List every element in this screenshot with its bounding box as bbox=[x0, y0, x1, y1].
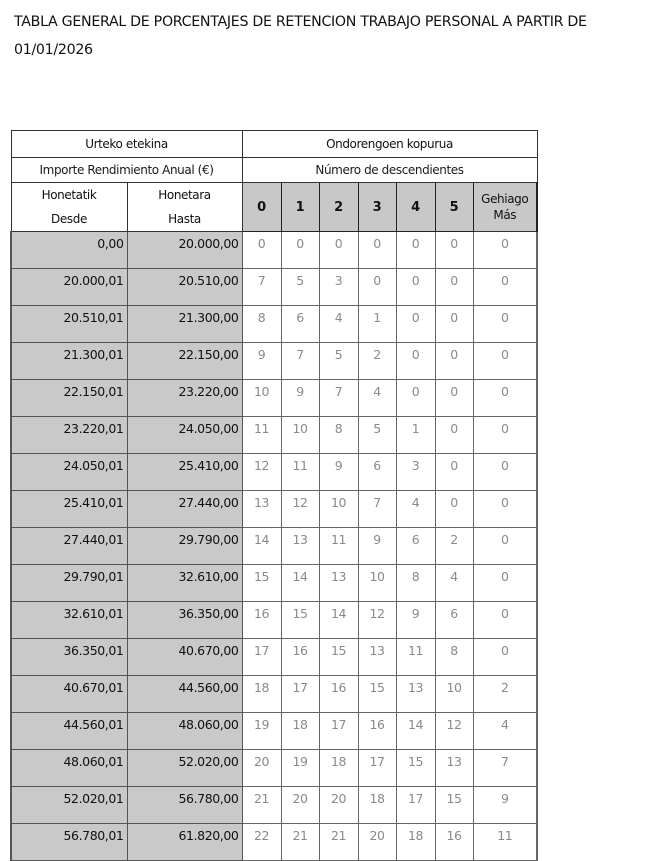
pct-descendants-more: 0 bbox=[473, 417, 537, 454]
pct-descendants-more: 11 bbox=[473, 824, 537, 861]
pct-descendants-5: 4 bbox=[435, 565, 473, 602]
pct-descendants-2: 13 bbox=[319, 565, 358, 602]
pct-descendants-5: 0 bbox=[435, 417, 473, 454]
range-from: 20.510,01 bbox=[11, 306, 127, 343]
pct-descendants-0: 10 bbox=[242, 380, 281, 417]
pct-descendants-5: 0 bbox=[435, 454, 473, 491]
pct-descendants-0: 0 bbox=[242, 232, 281, 269]
table-row bbox=[11, 306, 537, 343]
pct-descendants-1: 16 bbox=[281, 639, 319, 676]
pct-descendants-2: 21 bbox=[319, 824, 358, 861]
pct-descendants-0: 19 bbox=[242, 713, 281, 750]
table-row bbox=[11, 343, 537, 380]
range-to: 52.020,00 bbox=[127, 750, 242, 787]
pct-descendants-4: 4 bbox=[396, 491, 435, 528]
pct-descendants-2: 4 bbox=[319, 306, 358, 343]
pct-descendants-2: 9 bbox=[319, 454, 358, 491]
range-to: 25.410,00 bbox=[127, 454, 242, 491]
pct-descendants-more: 9 bbox=[473, 787, 537, 824]
pct-descendants-3: 4 bbox=[358, 380, 396, 417]
to-header bbox=[127, 183, 242, 232]
table-row bbox=[11, 824, 537, 861]
pct-descendants-3: 2 bbox=[358, 343, 396, 380]
range-to: 20.510,00 bbox=[127, 269, 242, 306]
descendants-col-0: 0 bbox=[242, 183, 281, 232]
descendants-col-5: 5 bbox=[435, 183, 473, 232]
pct-descendants-more: 0 bbox=[473, 528, 537, 565]
pct-descendants-4: 18 bbox=[396, 824, 435, 861]
pct-descendants-4: 1 bbox=[396, 417, 435, 454]
pct-descendants-2: 17 bbox=[319, 713, 358, 750]
table-row bbox=[11, 528, 537, 565]
pct-descendants-2: 0 bbox=[319, 232, 358, 269]
pct-descendants-3: 13 bbox=[358, 639, 396, 676]
descendants-col-4: 4 bbox=[396, 183, 435, 232]
pct-descendants-3: 16 bbox=[358, 713, 396, 750]
pct-descendants-3: 20 bbox=[358, 824, 396, 861]
pct-descendants-1: 21 bbox=[281, 824, 319, 861]
pct-descendants-2: 8 bbox=[319, 417, 358, 454]
more-header-es: Más bbox=[493, 208, 517, 222]
pct-descendants-0: 17 bbox=[242, 639, 281, 676]
from-header-es: Desde bbox=[51, 212, 87, 226]
range-from: 23.220,01 bbox=[11, 417, 127, 454]
pct-descendants-4: 14 bbox=[396, 713, 435, 750]
pct-descendants-3: 0 bbox=[358, 232, 396, 269]
pct-descendants-4: 9 bbox=[396, 602, 435, 639]
table-row bbox=[11, 417, 537, 454]
range-from: 29.790,01 bbox=[11, 565, 127, 602]
range-from: 20.000,01 bbox=[11, 269, 127, 306]
pct-descendants-2: 18 bbox=[319, 750, 358, 787]
table-row bbox=[11, 491, 537, 528]
pct-descendants-0: 18 bbox=[242, 676, 281, 713]
pct-descendants-2: 5 bbox=[319, 343, 358, 380]
pct-descendants-0: 16 bbox=[242, 602, 281, 639]
pct-descendants-0: 12 bbox=[242, 454, 281, 491]
pct-descendants-2: 10 bbox=[319, 491, 358, 528]
pct-descendants-1: 7 bbox=[281, 343, 319, 380]
pct-descendants-0: 15 bbox=[242, 565, 281, 602]
table-row bbox=[11, 269, 537, 306]
range-from: 36.350,01 bbox=[11, 639, 127, 676]
pct-descendants-3: 12 bbox=[358, 602, 396, 639]
range-from: 24.050,01 bbox=[11, 454, 127, 491]
range-from: 22.150,01 bbox=[11, 380, 127, 417]
pct-descendants-1: 9 bbox=[281, 380, 319, 417]
range-to: 23.220,00 bbox=[127, 380, 242, 417]
pct-descendants-0: 22 bbox=[242, 824, 281, 861]
descendants-col-2: 2 bbox=[319, 183, 358, 232]
range-from: 21.300,01 bbox=[11, 343, 127, 380]
pct-descendants-more: 0 bbox=[473, 602, 537, 639]
descendants-col-3: 3 bbox=[358, 183, 396, 232]
pct-descendants-0: 21 bbox=[242, 787, 281, 824]
pct-descendants-5: 0 bbox=[435, 380, 473, 417]
pct-descendants-3: 6 bbox=[358, 454, 396, 491]
table-row bbox=[11, 565, 537, 602]
range-from: 44.560,01 bbox=[11, 713, 127, 750]
pct-descendants-4: 6 bbox=[396, 528, 435, 565]
pct-descendants-1: 20 bbox=[281, 787, 319, 824]
pct-descendants-2: 14 bbox=[319, 602, 358, 639]
pct-descendants-more: 2 bbox=[473, 676, 537, 713]
pct-descendants-3: 0 bbox=[358, 269, 396, 306]
pct-descendants-3: 7 bbox=[358, 491, 396, 528]
pct-descendants-5: 0 bbox=[435, 269, 473, 306]
to-header-eu: Honetara bbox=[158, 188, 211, 202]
table-body bbox=[11, 232, 537, 861]
range-to: 56.780,00 bbox=[127, 787, 242, 824]
pct-descendants-1: 0 bbox=[281, 232, 319, 269]
pct-descendants-0: 11 bbox=[242, 417, 281, 454]
range-to: 48.060,00 bbox=[127, 713, 242, 750]
pct-descendants-more: 0 bbox=[473, 232, 537, 269]
pct-descendants-more: 0 bbox=[473, 491, 537, 528]
pct-descendants-2: 7 bbox=[319, 380, 358, 417]
pct-descendants-0: 7 bbox=[242, 269, 281, 306]
range-to: 20.000,00 bbox=[127, 232, 242, 269]
table-row bbox=[11, 380, 537, 417]
pct-descendants-1: 19 bbox=[281, 750, 319, 787]
pct-descendants-4: 0 bbox=[396, 269, 435, 306]
range-to: 27.440,00 bbox=[127, 491, 242, 528]
range-to: 61.820,00 bbox=[127, 824, 242, 861]
pct-descendants-5: 15 bbox=[435, 787, 473, 824]
range-from: 0,00 bbox=[11, 232, 127, 269]
pct-descendants-5: 12 bbox=[435, 713, 473, 750]
pct-descendants-1: 13 bbox=[281, 528, 319, 565]
pct-descendants-5: 0 bbox=[435, 232, 473, 269]
pct-descendants-1: 6 bbox=[281, 306, 319, 343]
pct-descendants-0: 13 bbox=[242, 491, 281, 528]
pct-descendants-5: 10 bbox=[435, 676, 473, 713]
pct-descendants-more: 0 bbox=[473, 380, 537, 417]
pct-descendants-1: 10 bbox=[281, 417, 319, 454]
table-row bbox=[11, 602, 537, 639]
pct-descendants-0: 9 bbox=[242, 343, 281, 380]
descendants-col-1: 1 bbox=[281, 183, 319, 232]
descendants-header-es: Número de descendientes bbox=[242, 158, 537, 183]
pct-descendants-4: 3 bbox=[396, 454, 435, 491]
range-to: 44.560,00 bbox=[127, 676, 242, 713]
range-from: 56.780,01 bbox=[11, 824, 127, 861]
table-row bbox=[11, 232, 537, 269]
pct-descendants-2: 15 bbox=[319, 639, 358, 676]
range-to: 40.670,00 bbox=[127, 639, 242, 676]
range-from: 52.020,01 bbox=[11, 787, 127, 824]
income-header-es: Importe Rendimiento Anual (€) bbox=[11, 158, 242, 183]
pct-descendants-3: 9 bbox=[358, 528, 396, 565]
pct-descendants-4: 13 bbox=[396, 676, 435, 713]
pct-descendants-1: 14 bbox=[281, 565, 319, 602]
document-title: TABLA GENERAL DE PORCENTAJES DE RETENCION TRABAJO PERSONAL A PARTIR DE 01/01/2026 bbox=[14, 14, 587, 58]
pct-descendants-5: 0 bbox=[435, 343, 473, 380]
descendants-header-eu: Ondorengoen kopurua bbox=[242, 131, 537, 158]
pct-descendants-5: 0 bbox=[435, 306, 473, 343]
pct-descendants-more: 0 bbox=[473, 306, 537, 343]
pct-descendants-4: 8 bbox=[396, 565, 435, 602]
pct-descendants-more: 0 bbox=[473, 343, 537, 380]
retention-table bbox=[10, 130, 538, 861]
range-from: 25.410,01 bbox=[11, 491, 127, 528]
income-header-eu: Urteko etekina bbox=[11, 131, 242, 158]
pct-descendants-more: 7 bbox=[473, 750, 537, 787]
pct-descendants-5: 6 bbox=[435, 602, 473, 639]
descendants-col-more bbox=[473, 183, 537, 232]
pct-descendants-4: 0 bbox=[396, 232, 435, 269]
pct-descendants-4: 11 bbox=[396, 639, 435, 676]
pct-descendants-more: 0 bbox=[473, 454, 537, 491]
pct-descendants-5: 2 bbox=[435, 528, 473, 565]
pct-descendants-2: 11 bbox=[319, 528, 358, 565]
pct-descendants-3: 15 bbox=[358, 676, 396, 713]
pct-descendants-3: 1 bbox=[358, 306, 396, 343]
range-from: 32.610,01 bbox=[11, 602, 127, 639]
pct-descendants-5: 16 bbox=[435, 824, 473, 861]
pct-descendants-0: 20 bbox=[242, 750, 281, 787]
pct-descendants-5: 13 bbox=[435, 750, 473, 787]
range-from: 48.060,01 bbox=[11, 750, 127, 787]
pct-descendants-5: 0 bbox=[435, 491, 473, 528]
table-row bbox=[11, 454, 537, 491]
pct-descendants-4: 17 bbox=[396, 787, 435, 824]
pct-descendants-1: 15 bbox=[281, 602, 319, 639]
more-header-eu: Gehiago bbox=[481, 192, 529, 206]
pct-descendants-1: 12 bbox=[281, 491, 319, 528]
pct-descendants-1: 5 bbox=[281, 269, 319, 306]
pct-descendants-0: 14 bbox=[242, 528, 281, 565]
pct-descendants-1: 11 bbox=[281, 454, 319, 491]
to-header-es: Hasta bbox=[168, 212, 201, 226]
pct-descendants-3: 10 bbox=[358, 565, 396, 602]
pct-descendants-1: 18 bbox=[281, 713, 319, 750]
from-header-eu: Honetatik bbox=[41, 188, 97, 202]
pct-descendants-4: 0 bbox=[396, 380, 435, 417]
pct-descendants-4: 15 bbox=[396, 750, 435, 787]
range-to: 21.300,00 bbox=[127, 306, 242, 343]
pct-descendants-5: 8 bbox=[435, 639, 473, 676]
range-to: 36.350,00 bbox=[127, 602, 242, 639]
pct-descendants-more: 0 bbox=[473, 565, 537, 602]
range-to: 24.050,00 bbox=[127, 417, 242, 454]
range-to: 32.610,00 bbox=[127, 565, 242, 602]
table-row bbox=[11, 676, 537, 713]
table-row bbox=[11, 713, 537, 750]
pct-descendants-2: 20 bbox=[319, 787, 358, 824]
pct-descendants-0: 8 bbox=[242, 306, 281, 343]
pct-descendants-more: 0 bbox=[473, 639, 537, 676]
pct-descendants-more: 0 bbox=[473, 269, 537, 306]
pct-descendants-2: 3 bbox=[319, 269, 358, 306]
range-to: 22.150,00 bbox=[127, 343, 242, 380]
pct-descendants-3: 18 bbox=[358, 787, 396, 824]
table-row bbox=[11, 750, 537, 787]
pct-descendants-1: 17 bbox=[281, 676, 319, 713]
range-from: 40.670,01 bbox=[11, 676, 127, 713]
pct-descendants-more: 4 bbox=[473, 713, 537, 750]
from-header bbox=[11, 183, 127, 232]
range-from: 27.440,01 bbox=[11, 528, 127, 565]
range-to: 29.790,00 bbox=[127, 528, 242, 565]
pct-descendants-4: 0 bbox=[396, 306, 435, 343]
table-row bbox=[11, 639, 537, 676]
pct-descendants-4: 0 bbox=[396, 343, 435, 380]
pct-descendants-3: 17 bbox=[358, 750, 396, 787]
pct-descendants-2: 16 bbox=[319, 676, 358, 713]
pct-descendants-3: 5 bbox=[358, 417, 396, 454]
table-row bbox=[11, 787, 537, 824]
